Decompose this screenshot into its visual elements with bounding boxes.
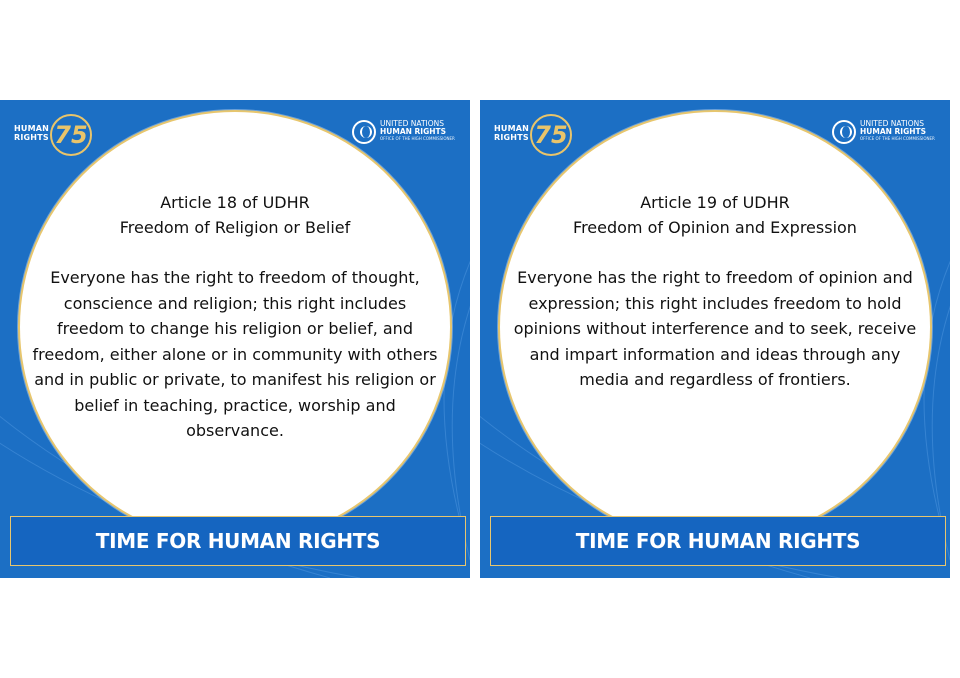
hr75-number: 75 (50, 114, 92, 156)
time-for-human-rights-banner (10, 516, 466, 566)
article-title: Article 18 of UDHR (160, 193, 310, 212)
hr75-line2: RIGHTS (14, 133, 49, 142)
un-emblem-icon (352, 120, 376, 144)
banner-text: TIME FOR HUMAN RIGHTS (95, 529, 381, 553)
hr75-logo-text (14, 124, 49, 142)
article-subtitle: Freedom of Religion or Belief (119, 218, 351, 237)
un-line2: HUMAN RIGHTS (380, 127, 447, 136)
hr75-line2: RIGHTS (494, 133, 529, 142)
article-18-card (0, 100, 470, 578)
article-title: Article 19 of UDHR (640, 193, 790, 212)
human-rights-75-logo (14, 114, 94, 160)
hr75-number: 75 (530, 114, 572, 156)
human-rights-75-logo (494, 114, 574, 160)
un-line1: UNITED NATIONS (380, 119, 445, 128)
article-subtitle: Freedom of Opinion and Expression (573, 218, 857, 237)
un-logo-text (380, 120, 464, 141)
article-content (510, 190, 920, 393)
hr75-logo-text (494, 124, 529, 142)
article-19-card (480, 100, 950, 578)
un-line2: HUMAN RIGHTS (860, 127, 927, 136)
time-for-human-rights-banner (490, 516, 946, 566)
banner-text: TIME FOR HUMAN RIGHTS (575, 529, 861, 553)
un-human-rights-logo (832, 118, 942, 148)
article-content (30, 190, 440, 444)
un-human-rights-logo (352, 118, 462, 148)
un-emblem-icon (832, 120, 856, 144)
article-text: Everyone has the right to freedom of opinion and expression; this right includes freedom to hold opinions without interference and to seek, receive and impart information and ideas through any media and regardless of frontiers. (513, 268, 917, 389)
un-line3: OFFICE OF THE HIGH COMMISSIONER (860, 136, 935, 141)
article-text: Everyone has the right to freedom of thought, conscience and religion; this right includes freedom to change his religion or belief, and freedom, either alone or in community with others and in public or private, to manifest his religion or belief in teaching, practice, worship and observance. (32, 268, 438, 440)
un-line1: UNITED NATIONS (860, 119, 925, 128)
hr75-line1: HUMAN (14, 124, 50, 133)
un-logo-text (860, 120, 944, 141)
hr75-line1: HUMAN (494, 124, 530, 133)
un-line3: OFFICE OF THE HIGH COMMISSIONER (380, 136, 455, 141)
